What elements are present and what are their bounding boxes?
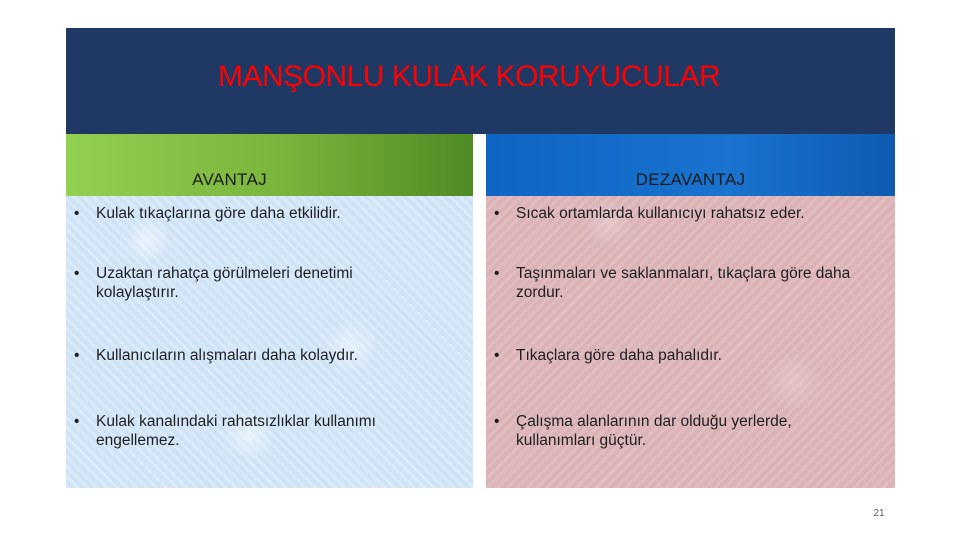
disadvantages-header-label: DEZAVANTAJ [635,170,746,189]
bullet-icon: • [74,205,80,222]
bullet-icon: • [494,347,500,364]
bullet-icon: • [74,347,80,364]
advantage-text: Kulak kanalındaki rahatsızlıklar kullanımı engellemez. [96,413,376,449]
disadvantage-text: Taşınmaları ve saklanmaları, tıkaçlara göre daha zordur. [516,265,851,301]
disadvantages-header [486,134,895,196]
disadvantage-text: Tıkaçlara göre daha pahalıdır. [516,347,722,364]
bullet-icon: • [494,413,500,430]
advantages-header-label: AVANTAJ [192,170,267,189]
disadvantages-panel [486,134,895,488]
advantage-text: Kullanıcıların alışmaları daha kolaydır. [96,347,358,364]
disadvantage-item [494,346,885,365]
advantage-text: Kulak tıkaçlarına göre daha etkilidir. [96,205,341,222]
disadvantage-item [494,412,885,450]
bullet-icon: • [494,265,500,282]
advantages-panel [66,134,473,488]
title-band [66,28,895,134]
bullet-icon: • [74,413,80,430]
disadvantage-text: Sıcak ortamlarda kullanıcıyı rahatsız eder. [516,205,805,222]
advantages-header [66,134,473,196]
disadvantage-item [494,204,885,223]
advantage-item [74,412,463,450]
bullet-icon: • [74,265,80,282]
bullet-icon: • [494,205,500,222]
disadvantage-text: Çalışma alanlarının dar olduğu yerlerde, kullanımları güçtür. [516,413,792,449]
advantage-item [74,204,463,223]
disadvantage-item [494,264,885,302]
slide-title: MANŞONLU KULAK KORUYUCULAR [218,60,721,93]
advantage-text: Uzaktan rahatça görülmeleri denetimi kolaylaştırır. [96,265,353,301]
advantage-item [74,346,463,365]
page-number: 21 [873,508,885,519]
advantage-item [74,264,463,302]
